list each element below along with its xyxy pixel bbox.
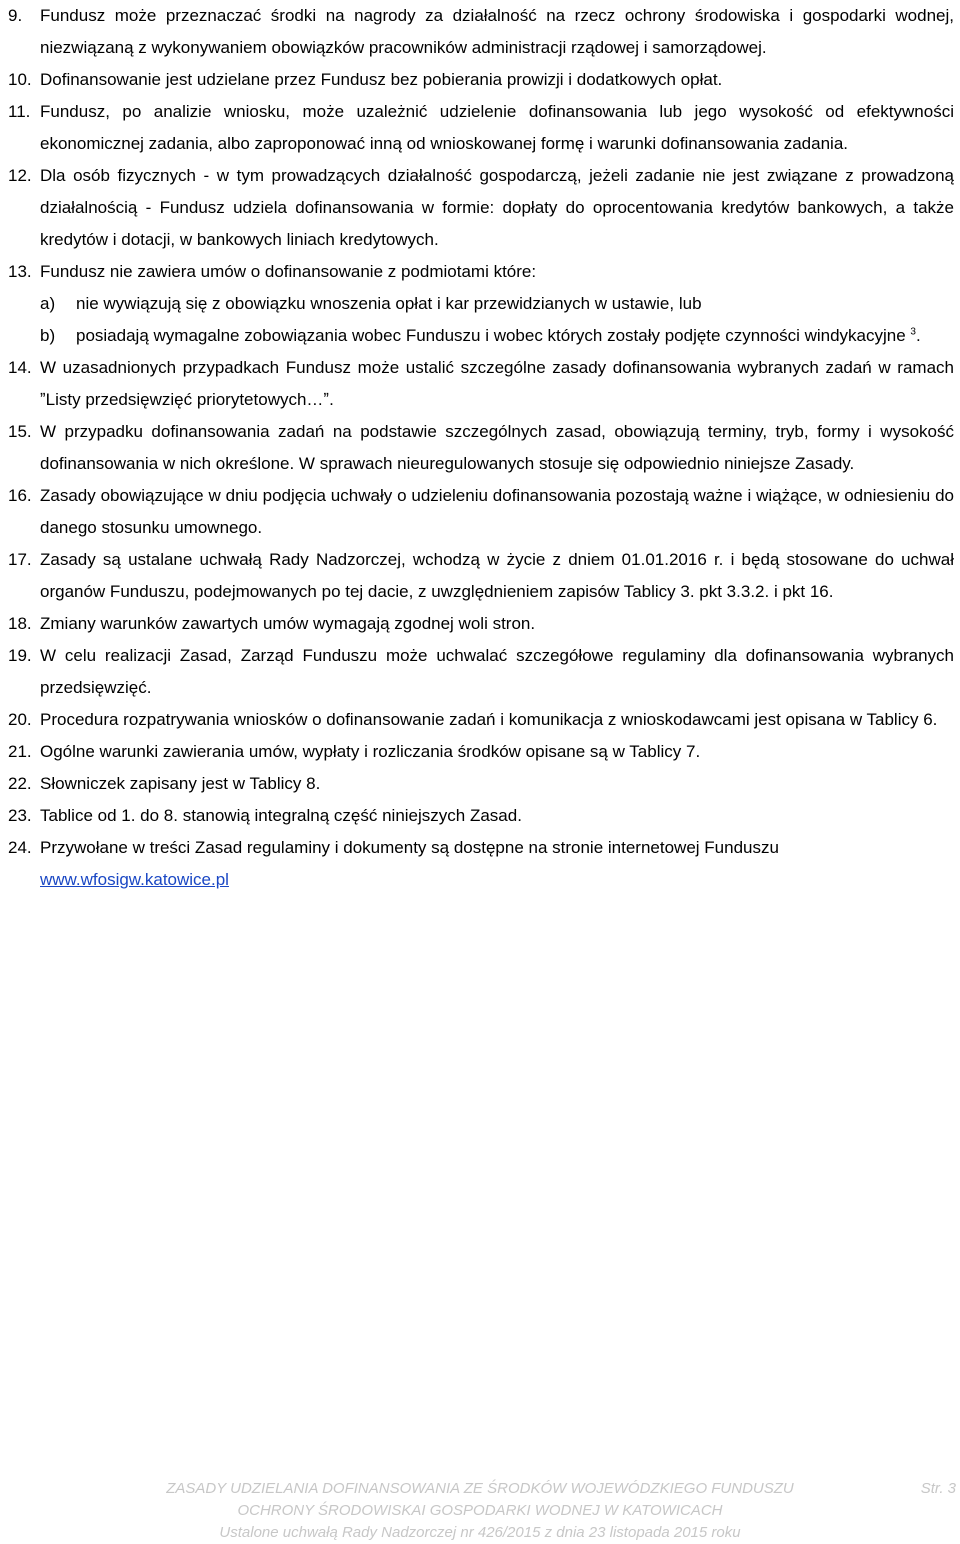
item-text: Fundusz nie zawiera umów o dofinansowanie z podmiotami które: — [40, 262, 537, 281]
sub-item-text: posiadają wymagalne zobowiązania wobec Funduszu i wobec których zostały podjęte czynności windykacyjne — [76, 326, 906, 345]
website-link[interactable]: www.wfosigw.katowice.pl — [40, 870, 229, 889]
item-number: 21. — [8, 742, 32, 761]
list-item — [8, 0, 954, 64]
footer-title-line-2: OCHRONY ŚRODOWISKAI GOSPODARKI WODNEJ W KATOWICACH — [237, 1502, 723, 1519]
list-item — [8, 352, 954, 416]
item-text: W celu realizacji Zasad, Zarząd Funduszu może uchwalać szczegółowe regulaminy dla dofinansowania wybranych przedsięwzięć. — [40, 646, 954, 697]
item-number: 16. — [8, 486, 32, 505]
item-text: Procedura rozpatrywania wniosków o dofinansowanie zadań i komunikacja z wnioskodawcami jest opisana w Tablicy 6. — [40, 710, 938, 729]
list-item — [8, 608, 954, 640]
list-item — [8, 64, 954, 96]
list-item — [8, 256, 954, 352]
footer-resolution-line: Ustalone uchwałą Rady Nadzorczej nr 426/2015 z dnia 23 listopada 2015 roku — [219, 1524, 741, 1541]
list-item — [8, 800, 954, 832]
item-number: 18. — [8, 614, 32, 633]
item-number: 14. — [8, 358, 32, 377]
sub-item-b — [40, 320, 954, 352]
sub-item-text: nie wywiązują się z obowiązku wnoszenia opłat i kar przewidzianych w ustawie, lub — [76, 294, 702, 313]
item-text: Dofinansowanie jest udzielane przez Fundusz bez pobierania prowizji i dodatkowych opłat. — [40, 70, 723, 89]
list-item — [8, 544, 954, 608]
item-text: Dla osób fizycznych - w tym prowadzących działalność gospodarczą, jeżeli zadanie nie jest związane z prowadzoną działalnością - Fundusz udziela dofinansowania w formie: dopłaty do oprocentowania kredytów bankowych, a także kredytów i dotacji, w bankowych liniach kredytowych. — [40, 166, 954, 249]
sub-item-text-block — [76, 320, 954, 352]
sub-item-a — [40, 288, 954, 320]
item-text: Zasady są ustalane uchwałą Rady Nadzorczej, wchodzą w życie z dniem 01.01.2016 r. i będą stosowane do uchwał organów Funduszu, podejmowanych po tej dacie, z uwzględnieniem zapisów Tablicy 3. pkt 3.3.2. i pkt 16. — [40, 550, 954, 601]
item-number: 15. — [8, 422, 32, 441]
sub-item-label: a) — [40, 294, 56, 313]
item-text: Przywołane w treści Zasad regulaminy i dokumenty są dostępne na stronie internetowej Funduszu — [40, 838, 779, 857]
item-number: 23. — [8, 806, 32, 825]
sub-item-tail: . — [915, 326, 921, 345]
item-number: 11. — [8, 102, 31, 121]
item-text: W przypadku dofinansowania zadań na podstawie szczególnych zasad, obowiązują terminy, tryb, formy i wysokość dofinansowania w nich określone. W sprawach nieuregulowanych stosuje się odpowiednio niniejsze Zasady. — [40, 422, 954, 473]
sub-item-label: b) — [40, 326, 56, 345]
item-text: Zasady obowiązujące w dniu podjęcia uchwały o udzieleniu dofinansowania pozostają ważne i wiążące, w odniesieniu do danego stosunku umownego. — [40, 486, 954, 537]
item-number: 12. — [8, 166, 32, 185]
item-number: 20. — [8, 710, 32, 729]
page-number: Str. 3 — [920, 1480, 956, 1497]
list-item — [8, 736, 954, 768]
list-item — [8, 640, 954, 704]
list-item — [8, 96, 954, 160]
item-number: 19. — [8, 646, 32, 665]
item-number: 10. — [8, 70, 32, 89]
item-text: Tablice od 1. do 8. stanowią integralną część niniejszych Zasad. — [40, 806, 522, 825]
document-body — [8, 0, 954, 896]
list-item — [8, 832, 954, 896]
item-text: Ogólne warunki zawierania umów, wypłaty i rozliczania środków opisane są w Tablicy 7. — [40, 742, 701, 761]
item-number: 9. — [8, 6, 23, 25]
item-block — [40, 256, 954, 352]
item-number: 17. — [8, 550, 32, 569]
item-text: Fundusz może przeznaczać środki na nagrody za działalność na rzecz ochrony środowiska i gospodarki wodnej, niezwiązaną z wykonywaniem obowiązków pracowników administracji rządowej i samorządowej. — [40, 6, 954, 57]
item-number: 22. — [8, 774, 32, 793]
item-number: 13. — [8, 262, 32, 281]
item-block — [40, 832, 954, 896]
list-item — [8, 160, 954, 256]
page-footer — [0, 1478, 960, 1544]
item-text: Słowniczek zapisany jest w Tablicy 8. — [40, 774, 321, 793]
list-item — [8, 416, 954, 480]
footer-title-line-1: ZASADY UDZIELANIA DOFINANSOWANIA ZE ŚRODKÓW WOJEWÓDZKIEGO FUNDUSZU — [166, 1480, 794, 1497]
list-item — [8, 704, 954, 736]
item-text: Fundusz, po analizie wniosku, może uzależnić udzielenie dofinansowania lub jego wysokość od efektywności ekonomicznej zadania, albo zaproponować inną od wnioskowanej formę i warunki dofinansowania zadania. — [40, 102, 954, 153]
item-text: W uzasadnionych przypadkach Fundusz może ustalić szczególne zasady dofinansowania wybranych zadań w ramach ˮListy przedsięwzięć priorytetowych…ˮ. — [40, 358, 954, 409]
list-item — [8, 768, 954, 800]
footnote-marker: 3 — [910, 326, 916, 338]
item-number: 24. — [8, 838, 32, 857]
list-item — [8, 480, 954, 544]
item-text: Zmiany warunków zawartych umów wymagają zgodnej woli stron. — [40, 614, 536, 633]
